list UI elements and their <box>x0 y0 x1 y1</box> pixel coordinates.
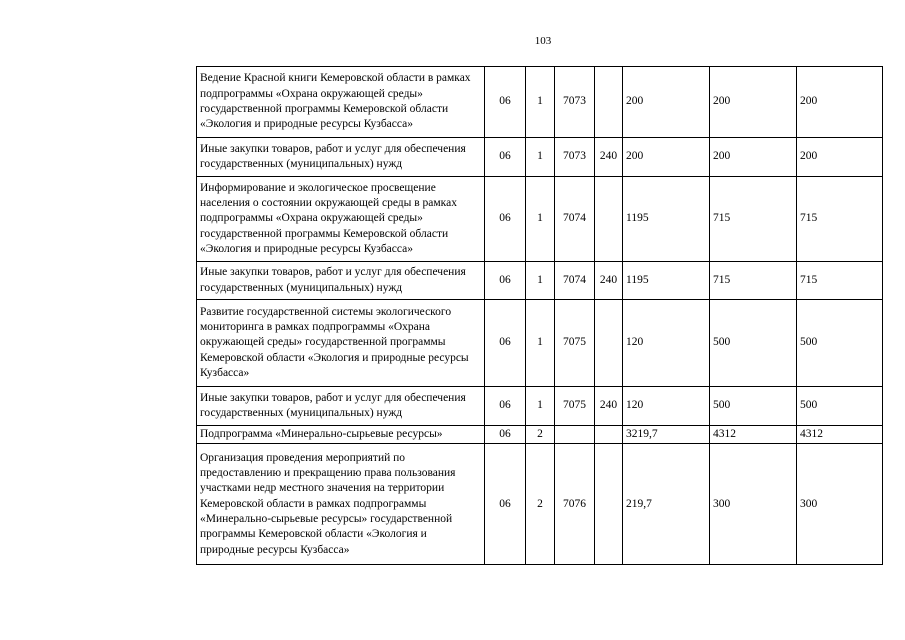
subprogram-code: 1 <box>526 67 555 138</box>
table-row <box>197 177 883 262</box>
expense-type <box>595 444 623 565</box>
amount-year-1: 120 <box>623 387 710 426</box>
target-code: 7073 <box>555 138 595 177</box>
section-code: 06 <box>485 177 526 262</box>
amount-year-2: 500 <box>710 300 797 387</box>
target-code: 7076 <box>555 444 595 565</box>
subprogram-code: 1 <box>526 138 555 177</box>
target-code <box>555 426 595 444</box>
row-name: Ведение Красной книги Кемеровской области в рамках подпрограммы «Охрана окружающей среды» государственной программы Кемеровской области «Экология и природные ресурсы Кузбасса» <box>197 67 485 138</box>
table-row <box>197 262 883 300</box>
amount-year-2: 4312 <box>710 426 797 444</box>
amount-year-1: 1195 <box>623 177 710 262</box>
amount-year-2: 200 <box>710 67 797 138</box>
amount-year-3: 500 <box>797 300 883 387</box>
target-code: 7075 <box>555 300 595 387</box>
table-row <box>197 138 883 177</box>
section-code: 06 <box>485 300 526 387</box>
subprogram-code: 1 <box>526 177 555 262</box>
expense-type: 240 <box>595 387 623 426</box>
table-row <box>197 300 883 387</box>
row-name: Информирование и экологическое просвещение населения о состоянии окружающей среды в рамках подпрограммы «Охрана окружающей среды» государственной программы Кемеровской области «Экология и природные ресурсы Кузбасса» <box>197 177 485 262</box>
amount-year-2: 500 <box>710 387 797 426</box>
subprogram-code: 2 <box>526 426 555 444</box>
amount-year-2: 300 <box>710 444 797 565</box>
expense-type: 240 <box>595 138 623 177</box>
amount-year-1: 200 <box>623 138 710 177</box>
expense-type <box>595 426 623 444</box>
table-row <box>197 426 883 444</box>
table-row <box>197 444 883 565</box>
amount-year-3: 500 <box>797 387 883 426</box>
subprogram-code: 1 <box>526 387 555 426</box>
expense-type <box>595 300 623 387</box>
amount-year-1: 219,7 <box>623 444 710 565</box>
amount-year-2: 715 <box>710 177 797 262</box>
amount-year-1: 120 <box>623 300 710 387</box>
target-code: 7074 <box>555 177 595 262</box>
subprogram-code: 2 <box>526 444 555 565</box>
amount-year-1: 1195 <box>623 262 710 300</box>
amount-year-3: 715 <box>797 177 883 262</box>
row-name: Организация проведения мероприятий по предоставлению и прекращению права пользования участками недр местного значения на территории Кемеровской области в рамках подпрограммы «Минерально-сырьевые ресурсы» государственной программы Кемеровской области «Экология и природные ресурсы Кузбасса» <box>197 444 485 565</box>
target-code: 7073 <box>555 67 595 138</box>
expense-type: 240 <box>595 262 623 300</box>
amount-year-3: 200 <box>797 138 883 177</box>
budget-table <box>196 66 883 565</box>
target-code: 7075 <box>555 387 595 426</box>
table-row <box>197 67 883 138</box>
amount-year-1: 200 <box>623 67 710 138</box>
row-name: Иные закупки товаров, работ и услуг для обеспечения государственных (муниципальных) нужд <box>197 138 485 177</box>
section-code: 06 <box>485 262 526 300</box>
amount-year-2: 200 <box>710 138 797 177</box>
section-code: 06 <box>485 138 526 177</box>
amount-year-2: 715 <box>710 262 797 300</box>
section-code: 06 <box>485 387 526 426</box>
table-row <box>197 387 883 426</box>
row-name: Иные закупки товаров, работ и услуг для обеспечения государственных (муниципальных) нужд <box>197 387 485 426</box>
amount-year-3: 4312 <box>797 426 883 444</box>
amount-year-3: 715 <box>797 262 883 300</box>
target-code: 7074 <box>555 262 595 300</box>
row-name: Развитие государственной системы экологического мониторинга в рамках подпрограммы «Охрана окружающей среды» государственной программы Кемеровской области «Экология и природные ресурсы Кузбасса» <box>197 300 485 387</box>
section-code: 06 <box>485 444 526 565</box>
subprogram-code: 1 <box>526 262 555 300</box>
page-number: 103 <box>534 35 552 47</box>
row-name: Иные закупки товаров, работ и услуг для обеспечения государственных (муниципальных) нужд <box>197 262 485 300</box>
amount-year-3: 300 <box>797 444 883 565</box>
amount-year-3: 200 <box>797 67 883 138</box>
expense-type <box>595 177 623 262</box>
row-name: Подпрограмма «Минерально-сырьевые ресурсы» <box>197 426 485 444</box>
amount-year-1: 3219,7 <box>623 426 710 444</box>
section-code: 06 <box>485 67 526 138</box>
expense-type <box>595 67 623 138</box>
section-code: 06 <box>485 426 526 444</box>
subprogram-code: 1 <box>526 300 555 387</box>
